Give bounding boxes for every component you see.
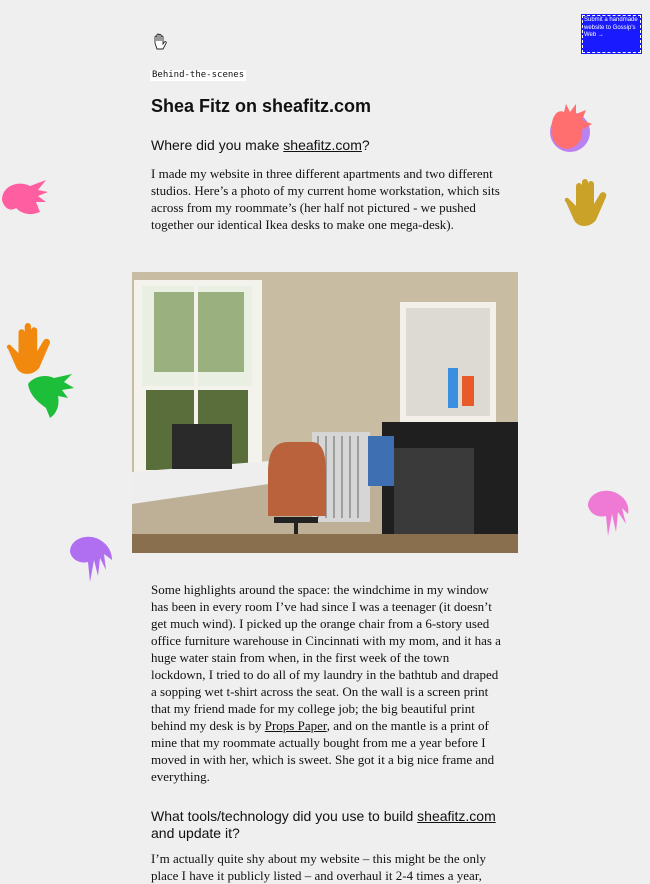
answer-paragraph-1: I made my website in three different apartments and two different studios. Here’s a photo of my current home workstation, which sits across from my roommate’s (her half not pictured - we pushed together our identical Ikea desks to make one mega-desk). [151, 166, 500, 232]
orange-hand-icon [6, 322, 58, 376]
props-paper-link[interactable]: Props Paper [264, 718, 327, 733]
question-heading-1: Where did you make sheafitz.com? [151, 137, 370, 153]
answer-paragraph-2: Some highlights around the space: the windchime in my window has been in every room I’ve had since I was a teenager (it doesn’t get much wind). I picked up the orange chair from a 6-story used office furniture warehouse in Cincinnati with my mom, and it has a huge water stain from when, in the first week of the town lockdown, I tried to do all of my laundry in the bathtub and draped a sopping wet t-shirt across the seat. On the wall is a screen print that my friend made for my college job; the big beautiful print behind my desk is by Props Paper, and on the mantle is a print of mine that my roommate actually bought from me a year before I moved in with her, which is sweet. She got it a big nice frame and everything. [151, 582, 501, 784]
workstation-photo [132, 272, 518, 553]
green-hand-icon [24, 372, 76, 420]
lavender-hand-right-icon [582, 488, 632, 540]
pink-hand-icon [0, 172, 50, 222]
site-link-2[interactable]: sheafitz.com [417, 808, 496, 824]
page-title: Shea Fitz on sheafitz.com [151, 96, 372, 116]
category-tag: Behind-the-scenes [152, 70, 245, 80]
mustard-hand-icon [562, 178, 612, 230]
submit-website-badge[interactable]: Submit a handmade website to Gossip's Web → [581, 14, 642, 54]
pink-splat-hand-icon [542, 102, 594, 158]
answer-paragraph-3: I’m actually quite shy about my website – this might be the only place I have it publicly listed – and overhaul it 2-4 times a year, [151, 851, 487, 883]
question-heading-2: What tools/technology did you use to build sheafitz.com and update it? [151, 808, 496, 841]
lavender-hand-icon [66, 532, 116, 586]
outline-hand-icon [150, 32, 170, 52]
site-link[interactable]: sheafitz.com [283, 137, 362, 153]
